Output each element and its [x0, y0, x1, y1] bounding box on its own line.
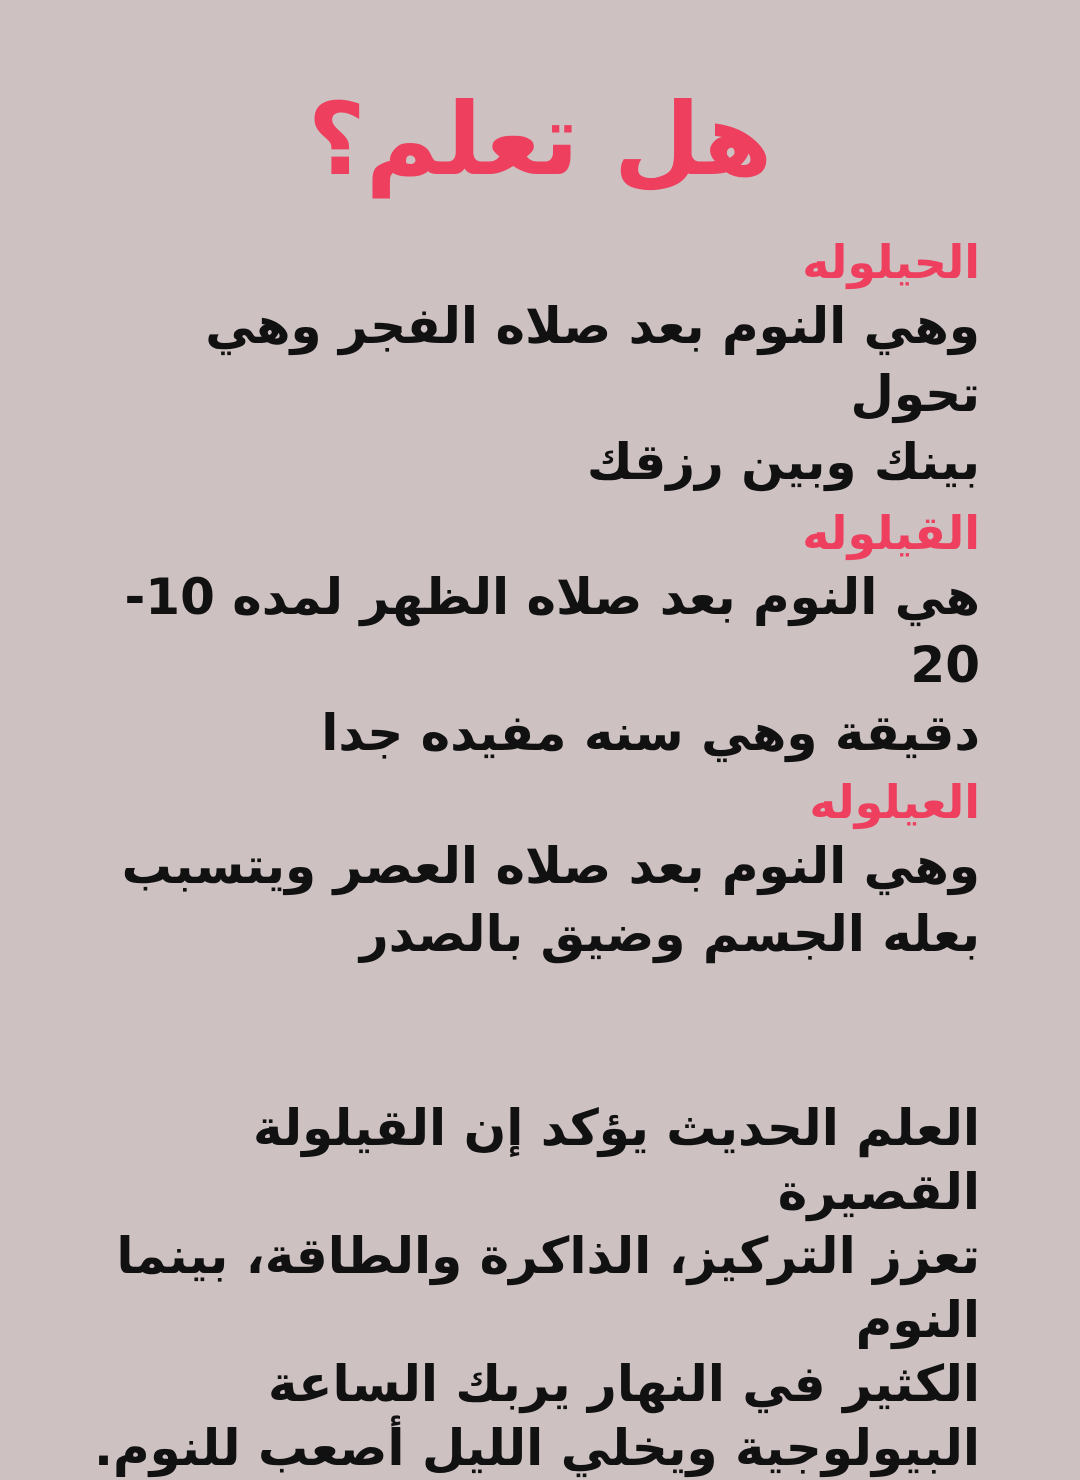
section-ailoula	[80, 772, 980, 968]
section-heading: القيلوله	[802, 506, 980, 560]
section-hailoula	[80, 232, 980, 496]
section-heading: الحيلوله	[802, 235, 980, 289]
section-body: هي النوم بعد صلاه الظهر لمده 10-20 دقيقة وهي سنه مفيده جدا	[124, 568, 980, 762]
page-title: هل تعلم؟	[307, 81, 773, 198]
section-body: وهي النوم بعد صلاه الفجر وهي تحول بينك وبين رزقك	[205, 297, 980, 491]
section-body: وهي النوم بعد صلاه العصر ويتسبب بعله الجسم وضيق بالصدر	[121, 837, 980, 963]
closing-paragraph: العلم الحديث يؤكد إن القيلولة القصيرة تعزز التركيز، الذاكرة والطاقة، بينما النوم الكثير في النهار يربك الساعة البيولوجية ويخلي الليل أصعب للنوم.	[93, 1099, 980, 1477]
section-qailoula	[80, 503, 980, 767]
section-heading: العيلوله	[809, 775, 980, 829]
